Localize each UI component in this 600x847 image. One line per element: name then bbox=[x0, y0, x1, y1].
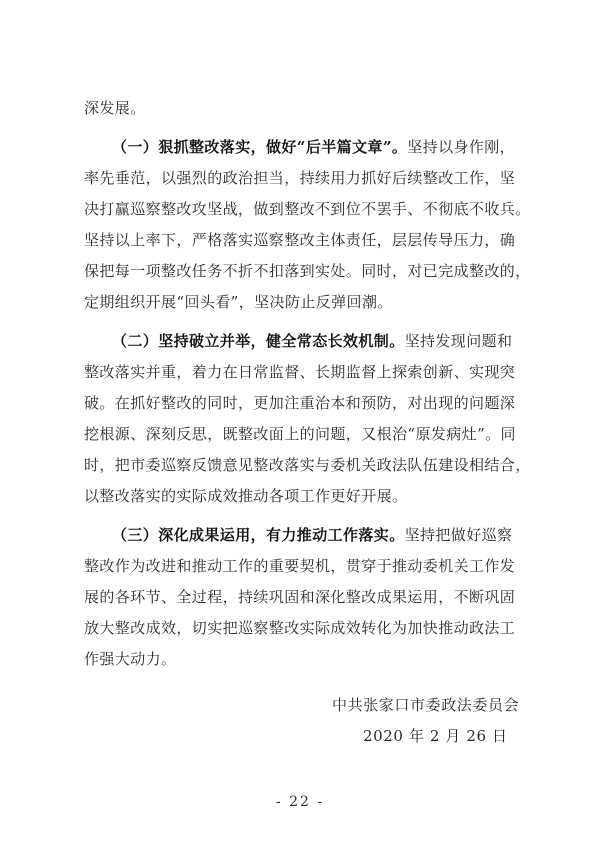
paragraph-1-heading: （一）狠抓整改落实，做好“后半篇文章”。 bbox=[112, 138, 408, 156]
paragraph-3-line: 展的各环节、全过程，持续巩固和深化整改成果运用，不断巩固 bbox=[84, 588, 516, 606]
paragraph-2-heading: （二）坚持破立并举，健全常态长效机制。 bbox=[112, 332, 405, 350]
paragraph-3-line: 整改作为改进和推动工作的重要契机，贯穿于推动委机关工作发 bbox=[84, 557, 516, 575]
opening-line: 深发展。 bbox=[84, 99, 146, 117]
paragraph-1-line: 定期组织开展“回头看”，坚决防止反弹回潮。 bbox=[84, 293, 393, 311]
paragraph-3-line: 放大整改成效，切实把巡察整改实际成效转化为加快推动政法工 bbox=[84, 619, 516, 637]
paragraph-1-line: 坚持以上率下，严格落实巡察整改主体责任，层层传导压力，确 bbox=[84, 231, 516, 249]
paragraph-2-line: 破。在抓好整改的同时，更加注重治本和预防，对出现的问题深 bbox=[84, 394, 516, 412]
signature-organization: 中共张家口市委政法委员会 bbox=[332, 696, 520, 714]
paragraph-1-first-line-text: 坚持以身作刚， bbox=[407, 138, 516, 156]
page-number: - 22 - bbox=[275, 794, 325, 810]
paragraph-1-line: 率先垂范，以强烈的政治担当，持续用力抓好后续整改工作，坚 bbox=[84, 169, 516, 187]
signature-date: 2020 年 2 月 26 日 bbox=[363, 727, 508, 745]
paragraph-2-first-line bbox=[112, 331, 512, 351]
paragraph-2-line: 以整改落实的实际成效推动各项工作更好开展。 bbox=[84, 487, 408, 505]
paragraph-3-first-line bbox=[112, 525, 512, 545]
paragraph-2-line: 挖根源、深刻反思，既整改面上的问题，又根治“原发病灶”。同 bbox=[84, 425, 516, 443]
paragraph-2-first-line-text: 坚持发现问题和 bbox=[404, 332, 513, 350]
paragraph-1-line: 保把每一项整改任务不折不扣落到实处。同时，对已完成整改的， bbox=[84, 262, 531, 280]
paragraph-3-line: 作强大动力。 bbox=[84, 650, 177, 668]
paragraph-2-line: 整改落实并重，着力在日常监督、长期监督上探索创新、实现突 bbox=[84, 363, 516, 381]
paragraph-1-first-line bbox=[112, 137, 515, 157]
paragraph-3-heading: （三）深化成果运用，有力推动工作落实。 bbox=[112, 526, 405, 544]
paragraph-2-line: 时，把市委巡察反馈意见整改落实与委机关政法队伍建设相结合， bbox=[84, 456, 531, 474]
paragraph-1-line: 决打赢巡察整改攻坚战，做到整改不到位不罢手、不彻底不收兵。 bbox=[84, 200, 531, 218]
paragraph-3-first-line-text: 坚持把做好巡察 bbox=[404, 526, 513, 544]
